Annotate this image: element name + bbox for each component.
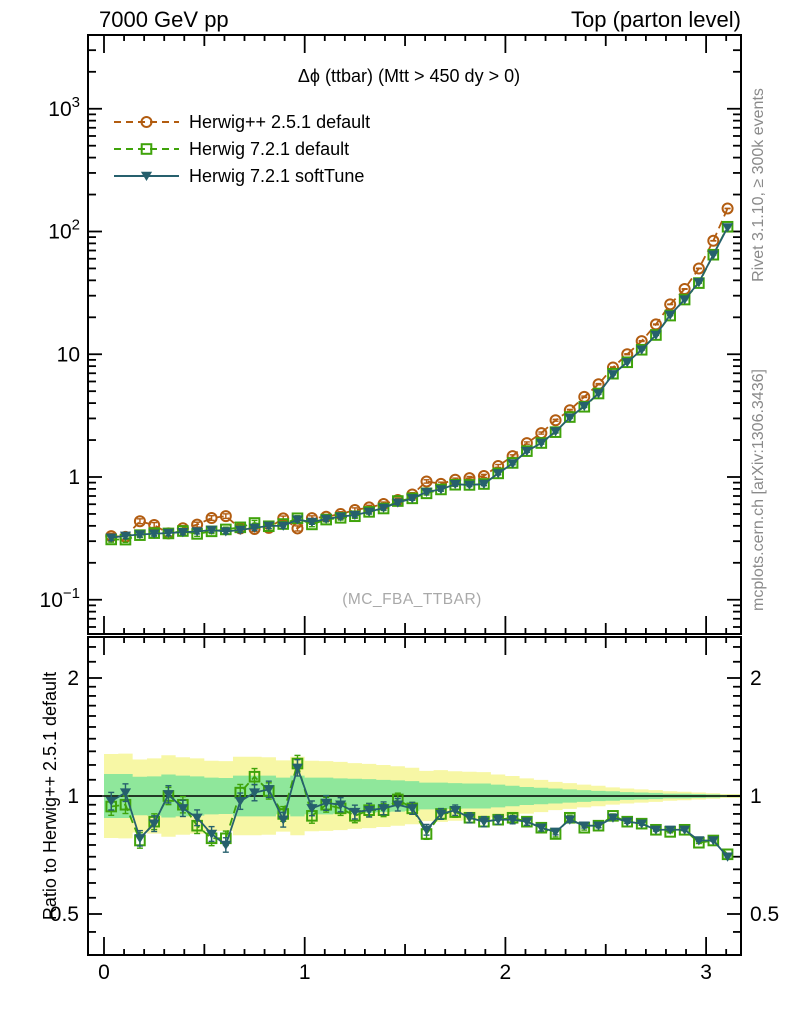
legend-item-herwig721-softtune-label: Herwig 7.2.1 softTune (189, 166, 365, 186)
legend-markers (114, 117, 179, 181)
process-label: Top (parton level) (571, 7, 741, 32)
ratio-axis-label: Ratio to Herwig++ 2.5.1 default (40, 671, 60, 921)
main-ytick-label-4: $10^{-1}$ (39, 584, 80, 612)
legend-item-herwig721-default-label: Herwig 7.2.1 default (189, 139, 350, 159)
xtick-label-1: 1 (298, 961, 311, 984)
main-ytick-label-3: 1 (68, 466, 80, 489)
mcplots-arxiv-note: mcplots.cern.ch [arXiv:1306.3436] (750, 369, 767, 611)
main-series-herwig721-softtune (106, 223, 734, 542)
xtick-label-2: 2 (499, 961, 512, 984)
beam-energy-label: 7000 GeV pp (99, 7, 229, 32)
analysis-watermark: (MC_FBA_TTBAR) (342, 591, 482, 608)
main-ytick-label-0: $10^3$ (48, 93, 80, 121)
ratio-ytick-label-right-0: 2 (750, 666, 762, 690)
legend-item-herwig251-label: Herwig++ 2.5.1 default (189, 112, 371, 132)
ratio-ytick-label-right-1: 1 (750, 785, 762, 808)
ratio-ytick-label-right-2: 0.5 (750, 903, 780, 927)
main-panel-frame (88, 35, 741, 634)
main-ytick-label-1: $10^2$ (48, 216, 80, 244)
ratio-ytick-label-left-0: 2 (67, 666, 79, 690)
ratio-ytick-label-left-2: 0.5 (49, 903, 79, 927)
legend (114, 112, 370, 186)
main-series-herwig251-default (106, 203, 732, 541)
xtick-label-3: 3 (700, 961, 712, 984)
plot-title: Δϕ (ttbar) (Mtt > 450 dy > 0) (297, 66, 521, 86)
ratio-ytick-label-left-1: 1 (67, 785, 79, 808)
xtick-label-0: 0 (98, 961, 110, 984)
main-ytick-label-2: 10 (56, 343, 80, 367)
rivet-version-note: Rivet 3.1.10, ≥ 300k events (750, 88, 767, 282)
